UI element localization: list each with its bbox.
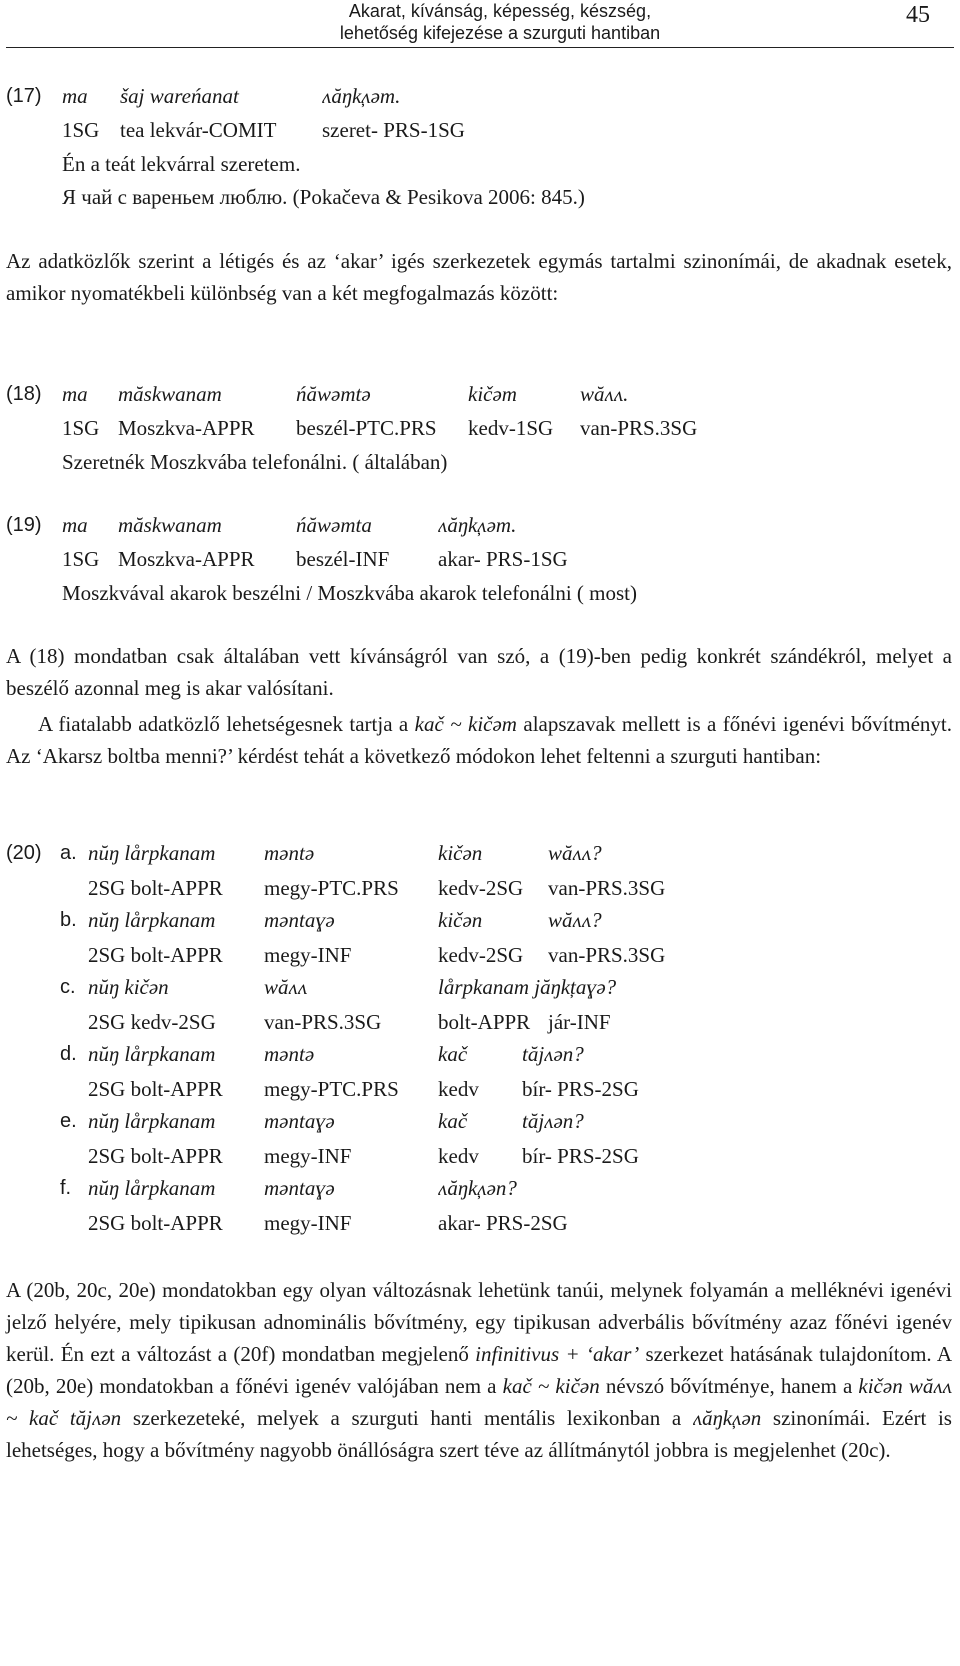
gloss: van-PRS.3SG	[548, 943, 666, 967]
free-translation: Én a teát lekvárral szeretem.	[62, 152, 301, 176]
text-run: szinonímái. Ezért is lehetséges, hogy a bővítmény nagyobb önállóságra szert téve az állítmánytól jobbra is megjelenhet (20c).	[6, 1406, 952, 1462]
example-word: ʌăŋk̦ʌən?	[438, 1176, 517, 1200]
gloss: beszél-PTC.PRS	[296, 416, 437, 440]
gloss: bír- PRS-2SG	[522, 1077, 639, 1101]
example-word: ʌăŋk̦ʌəm.	[438, 513, 517, 537]
body-paragraph	[6, 708, 952, 772]
gloss: 1SG	[62, 547, 100, 571]
text-run-italic: infinitivus + ‘akar’	[475, 1342, 640, 1366]
text-run-italic: ʌăŋk̦ʌən	[692, 1406, 762, 1430]
example-word: məntə	[264, 841, 315, 865]
sub-label: f.	[60, 1177, 72, 1199]
text-run: névszó bővítménye, hanem a	[599, 1374, 859, 1398]
text-run-italic: kač ~ kičəm	[414, 712, 517, 736]
running-title-line2: lehetőség kifejezése a szurguti hantiban	[339, 23, 661, 43]
example-number: (19)	[6, 514, 42, 536]
example-word: məntaɣə	[264, 908, 335, 932]
example-number: (18)	[6, 383, 42, 405]
text-run: szerkezet hatásának tulajdonítom. A (20b, 20e) mondatokban a főnévi igenév valójában nem a	[6, 1342, 952, 1398]
page-header	[0, 0, 960, 48]
gloss: beszél-INF	[296, 547, 390, 571]
text-run: szerkezeteké, melyek a szurguti hanti mentális lexikonban a	[121, 1406, 693, 1430]
text-run: alapszavak mellett is a főnévi igenévi bővítményt. Az ‘Akarsz boltba menni?’ kérdést tehát a következő módokon lehet feltenni a szurguti hantiban:	[6, 712, 952, 768]
example-word: lårpkanam jăŋk̦taɣə?	[438, 975, 617, 999]
example-word: tăjʌən?	[522, 1042, 584, 1066]
example-number: (20)	[6, 842, 42, 864]
example-word: ńăwəmta	[296, 513, 372, 537]
example-word: məntaɣə	[264, 1109, 335, 1133]
gloss: megy-INF	[264, 1211, 352, 1235]
gloss: kedv-2SG	[438, 876, 524, 900]
example-word: šaj wareńanat	[120, 84, 239, 108]
example-word: wăʌʌ?	[548, 841, 602, 865]
gloss: Moszkva-APPR	[118, 547, 255, 571]
example-word: ma	[62, 382, 88, 406]
gloss: kedv-2SG	[438, 943, 524, 967]
example-word: wăʌʌ?	[548, 908, 602, 932]
example-word: ńăwəmtə	[296, 382, 371, 406]
gloss: tea lekvár-COMIT	[120, 118, 277, 142]
gloss: 2SG kedv-2SG	[88, 1010, 216, 1034]
example-word: ma	[62, 513, 88, 537]
example-word: kač	[438, 1109, 468, 1133]
example-word: nŭŋ lårpkanam	[88, 1109, 216, 1133]
text-run-italic: kač ~ kičən	[502, 1374, 600, 1398]
example-word: kičən	[438, 841, 483, 865]
example-word: măskwanam	[118, 382, 222, 406]
gloss: megy-INF	[264, 943, 352, 967]
sub-label: b.	[60, 909, 77, 931]
example-word: kičən	[438, 908, 483, 932]
gloss: 2SG bolt-APPR	[88, 1211, 223, 1235]
sub-label: e.	[60, 1110, 77, 1132]
example-word: wăʌʌ.	[580, 382, 629, 406]
example-word: məntaɣə	[264, 1176, 335, 1200]
gloss: akar- PRS-1SG	[438, 547, 568, 571]
gloss: 2SG bolt-APPR	[88, 1144, 223, 1168]
gloss: 1SG	[62, 118, 100, 142]
gloss: kedv-1SG	[468, 416, 554, 440]
body-paragraph: Az adatközlők szerint a létigés és az ‘akar’ igés szerkezetek egymás tartalmi szinonímái, de akadnak esetek, amikor nyomatékbeli különbség van a két megfogalmazás között:	[6, 249, 952, 305]
example-word: măskwanam	[118, 513, 222, 537]
gloss: kedv	[438, 1144, 479, 1168]
gloss: megy-PTC.PRS	[264, 876, 399, 900]
gloss: van-PRS.3SG	[548, 876, 666, 900]
example-word: tăjʌən?	[522, 1109, 584, 1133]
running-title	[300, 0, 700, 44]
gloss: bír- PRS-2SG	[522, 1144, 639, 1168]
gloss: van-PRS.3SG	[580, 416, 698, 440]
example-word: kač	[438, 1042, 468, 1066]
example-word: ma	[62, 84, 88, 108]
gloss: 1SG	[62, 416, 100, 440]
example-word: məntə	[264, 1042, 315, 1066]
sub-label: c.	[60, 976, 76, 998]
body-paragraph	[6, 1274, 952, 1466]
gloss: 2SG bolt-APPR	[88, 1077, 223, 1101]
gloss: szeret- PRS-1SG	[322, 118, 465, 142]
gloss: 2SG bolt-APPR	[88, 876, 223, 900]
gloss: megy-INF	[264, 1144, 352, 1168]
gloss: jár-INF	[548, 1010, 611, 1034]
example-word: ʌăŋk̦ʌəm.	[322, 84, 401, 108]
free-translation: Moszkvával akarok beszélni / Moszkvába akarok telefonálni ( most)	[62, 581, 637, 605]
sub-label: d.	[60, 1043, 77, 1065]
running-title-line1: Akarat, kívánság, képesség, készség,	[348, 1, 652, 21]
free-translation-russian: Я чай с вареньем люблю. (Pokačeva & Pesikova 2006: 845.)	[62, 185, 585, 209]
example-word: nŭŋ lårpkanam	[88, 1176, 216, 1200]
example-word: nŭŋ lårpkanam	[88, 1042, 216, 1066]
example-number: (17)	[6, 85, 42, 107]
gloss: van-PRS.3SG	[264, 1010, 382, 1034]
gloss: 2SG bolt-APPR	[88, 943, 223, 967]
example-word: nŭŋ kičən	[88, 975, 169, 999]
text-run: A fiatalabb adatközlő lehetségesnek tartja a	[38, 712, 415, 736]
sub-label: a.	[60, 842, 77, 864]
example-word: kičəm	[468, 382, 517, 406]
page-number: 45	[906, 2, 930, 28]
example-word: nŭŋ lårpkanam	[88, 841, 216, 865]
gloss: bolt-APPR	[438, 1010, 531, 1034]
body-paragraph: A (18) mondatban csak általában vett kívánságról van szó, a (19)-ben pedig konkrét szándékról, melyet a beszélő azonnal meg is akar valósítani.	[6, 644, 952, 700]
free-translation: Szeretnék Moszkvába telefonálni. ( általában)	[62, 450, 448, 474]
gloss: megy-PTC.PRS	[264, 1077, 399, 1101]
gloss: Moszkva-APPR	[118, 416, 255, 440]
text-run: A (20b, 20c, 20e) mondatokban egy olyan változásnak lehetünk tanúi, melynek folyamán a melléknévi igenévi jelző helyére, mely tipikusan adnominális bővítmény, egy tipikusan adverbális bővítmény azaz főnévi igenév kerül. Én ezt a változást a (20f) mondatban megjelenő	[6, 1278, 952, 1366]
example-word: nŭŋ lårpkanam	[88, 908, 216, 932]
gloss: kedv	[438, 1077, 479, 1101]
example-word: wăʌʌ	[264, 975, 308, 999]
text-run-italic: kičən wăʌʌ ~ kač tăjʌən	[6, 1374, 952, 1430]
header-rule	[6, 47, 954, 48]
gloss: akar- PRS-2SG	[438, 1211, 568, 1235]
